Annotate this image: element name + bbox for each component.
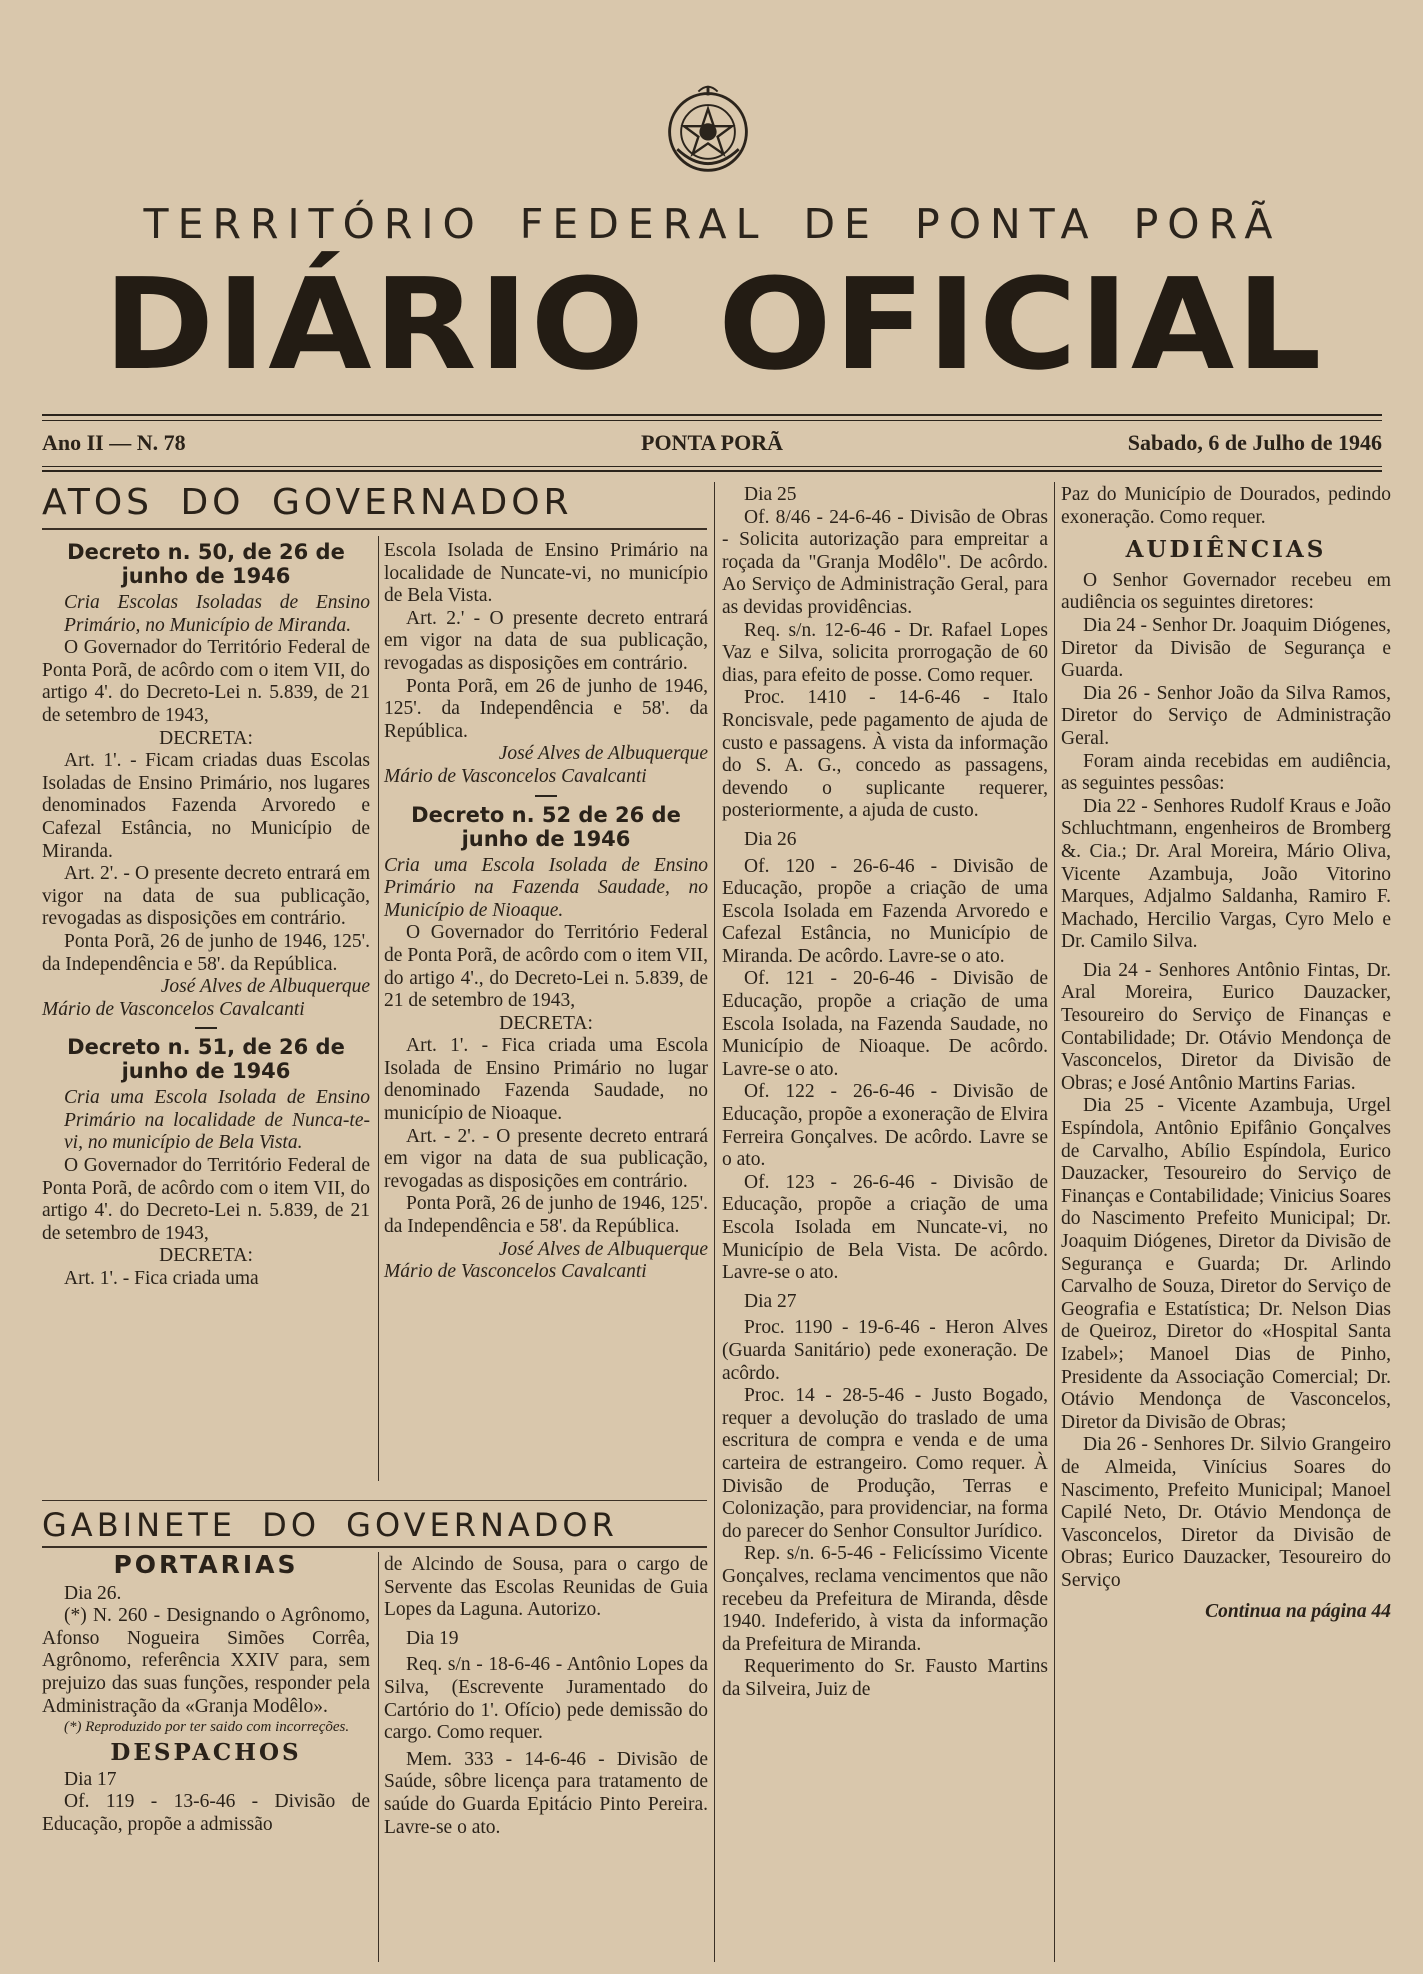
audiencia-day-25: Dia 25 - Vicente Azambuja, Urgel Espíndola, Antônio Epifânio Gonçalves de Carvalho, Abílio Espíndola, Eurico Dauzacker, Tesoureiro do Serviço de Finanças e Contabilidade; Vinicius Soares do Nascimento Prefeito Municipal; Dr. Joaquim Diógenes, Diretor da Divisão de Segurança e Guarda; Dr. Arlindo Carvalho de Souza, Diretor do Serviço de Geografia e Estatística; Dr. Nelson Dias de Queiroz, Diretor do «Hospital Santa Izabel»; Manoel Dias de Pinho, Presidente da Associação Comercial; Dr. Otávio Mendonça de Vasconcelos, Diretor da Divisão de Obras;: [1061, 1095, 1391, 1433]
despacho-of-119: Of. 119 - 13-6-46 - Divisão de Educação, propõe a admissão: [42, 1791, 370, 1835]
despacho-mem-333: Mem. 333 - 14-6-46 - Divisão de Saúde, sôbre licença para tratamento de saúde do Guarda Epitácio Pinto Pereira. Lavre-se o ato.: [384, 1748, 708, 1838]
reproduction-note: (*) Reproduzido por ter saido com incorreções.: [64, 1719, 350, 1736]
decree-51-date: Ponta Porã, em 26 de junho de 1946, 125'. da Independência e 58'. da República.: [384, 675, 708, 742]
decree-51-article-2: Art. 2.' - O presente decreto entrará em vigor na data de sua publicação, revogadas as disposições em contrário.: [384, 607, 708, 674]
column-2-gabinete: [384, 1554, 708, 1839]
coat-of-arms-emblem: [660, 82, 756, 178]
column-4-audiencias: [1061, 484, 1391, 1623]
decree-51-signature-1: José Alves de Albuquerque: [498, 743, 708, 765]
decree-51-article-1-cont: Escola Isolada de Ensino Primário na localidade de Nuncate-vi, no município de Bela Vista.: [384, 540, 708, 607]
masthead-rule-top: [42, 414, 1382, 416]
despacho-of-119-cont: de Alcindo de Sousa, para o cargo de Servente das Escolas Reunidas de Guia Lopes da Laguna. Autorizo.: [384, 1554, 708, 1621]
despacho-of-121: Of. 121 - 20-6-46 - Divisão de Educação, propõe a criação de uma Escola Isolada, na Fazenda Saudade, no Município de Nioaque. De acôrdo. Lavre-se o ato.: [722, 968, 1048, 1080]
decree-52-date: Ponta Porã, 26 de junho de 1946, 125'. da Independência e 58'. da República.: [384, 1193, 708, 1238]
decree-50-signature-2: Mário de Vasconcelos Cavalcanti: [42, 998, 305, 1020]
gabinete-rule-bottom: [42, 1546, 707, 1548]
portaria-260: (*) N. 260 - Designando o Agrônomo, Afonso Nogueira Simões Corrêa, Agrônomo, referência XXIV para, sem prejuizo das suas funções, responder pela Administração da «Granja Modêlo».: [42, 1605, 370, 1717]
portarias-heading: PORTARIAS: [113, 1550, 299, 1579]
despacho-proc-14: Proc. 14 - 28-5-46 - Justo Bogado, requer a devolução do traslado de uma escritura de compra e venda e de uma carteira de estrangeiro. Como requer. À Divisão de Produção, Terras e Colonização, para providenciar, na forma do parecer do Senhor Consultor Jurídico.: [722, 1385, 1048, 1542]
despacho-proc-1410: Proc. 1410 - 14-6-46 - Italo Roncisvale, pede pagamento de ajuda de custo e passagens. À vista da informação do S. A. G., concedo as passagens, devendo o suplicante requerer, posteriormente, a ajuda de custo.: [722, 687, 1048, 822]
despachos-day-19: Dia 19: [406, 1627, 459, 1649]
despacho-rep-6-5: Rep. s/n. 6-5-46 - Felicíssimo Vicente Gonçalves, reclama vencimentos que não recebeu da Prefeitura de Miranda, dêsde 1940. Indeferido, à vista da informação da Prefeitura de Miranda.: [722, 1543, 1048, 1655]
decree-52-signature-2: Mário de Vasconcelos Cavalcanti: [384, 1261, 647, 1283]
decree-50-heading: Decreto n. 50, de 26 de junho de 1946: [67, 540, 345, 588]
decree-50-date: Ponta Porã, 26 de junho de 1946, 125'. da Independência e 58'. da República.: [42, 930, 370, 975]
decree-50-article-2: Art. 2'. - O presente decreto entrará em vigor na data de sua publicação, revogadas as disposições em contrário.: [42, 863, 370, 930]
masthead-rule-bottom: [42, 466, 1382, 467]
separator-dash: [535, 795, 557, 797]
despacho-of-122: Of. 122 - 26-6-46 - Divisão de Educação, propõe a exoneração de Elvira Ferreira Gonçalves. De acôrdo. Lavre se o ato.: [722, 1081, 1048, 1171]
despacho-of-8-46: Of. 8/46 - 24-6-46 - Divisão de Obras - Solicita autorização para empreitar a roçada da "Granja Modêlo". De acôrdo. Ao Serviço de Administração Geral, para as devidas providências.: [722, 506, 1048, 618]
city-name: PONTA PORÃ: [641, 430, 783, 455]
decree-50-article-1: Art. 1'. - Ficam criadas duas Escolas Isoladas de Ensino Primário, nos lugares denominados Fazenda Arvoredo e Cafezal Estância, no Município de Miranda.: [42, 750, 370, 862]
decree-52-preamble: O Governador do Território Federal de Ponta Porã, de acôrdo com o item VII, do artigo 4'., do Decreto-Lei n. 5.839, de 21 de setembro de 1943,: [384, 922, 708, 1012]
decree-50-preamble: O Governador do Território Federal de Ponta Porã, de acôrdo com o item VII, do artigo 4'. do Decreto-Lei n. 5.839, de 21 de setembro de 1943,: [42, 637, 370, 726]
audiencias-others-intro: Foram ainda recebidas em audiência, as seguintes pessôas:: [1061, 750, 1391, 795]
territory-heading: TERRITÓRIO FEDERAL DE PONTA PORÃ: [143, 200, 1282, 248]
audiencias-intro: O Senhor Governador recebeu em audiência os seguintes diretores:: [1061, 569, 1391, 614]
day-25-label: Dia 25: [744, 484, 797, 505]
decree-51-summary: Cria uma Escola Isolada de Ensino Primário na localidade de Nunca-te-vi, no município de Bela Vista.: [64, 1087, 370, 1154]
audiencia-day-26: Dia 26 - Senhores Dr. Silvio Grangeiro de Almeida, Vinícius Soares do Nascimento, Prefeito Municipal; Manoel Capilé Neto, Dr. Otávio Mendonça de Vasconcelos, Diretor da Divisão de Obras; Eurico Dauzacker, Tesoureiro do Serviço: [1061, 1434, 1391, 1591]
column-rule-2: [714, 482, 715, 1962]
decree-52-signature-1: José Alves de Albuquerque: [498, 1238, 708, 1260]
column-1-gabinete: [42, 1550, 370, 1837]
day-26-label: Dia 26: [744, 828, 797, 850]
separator-dash: [195, 1027, 217, 1029]
audiencia-day-22: Dia 22 - Senhores Rudolf Kraus e João Schluchtmann, engenheiros de Bromberg &. Cia.; Dr. Aral Moreira, Mário Oliva, Vicente Azambuja, João Vitorino Marques, Adjalmo Saldanha, Ramiro F. Machado, Hercilio Vargas, Cyro Melo e Dr. Camilo Silva.: [1061, 795, 1391, 953]
issue-number: Ano II — N. 78: [42, 430, 186, 455]
newspaper-title: DIÁRIO OFICIAL: [103, 251, 1324, 398]
decree-52-article-2: Art. - 2'. - O presente decreto entrará em vigor na data de sua publicação, revogadas as disposições em contrário.: [384, 1125, 708, 1192]
despacho-req-12-6: Req. s/n. 12-6-46 - Dr. Rafael Lopes Vaz e Silva, solicita prorrogação de 60 dias, para efeito de posse. Como requer.: [722, 619, 1048, 686]
despacho-requerimento-fausto-cont: Paz do Município de Dourados, pedindo exoneração. Como requer.: [1061, 484, 1391, 528]
column-1-atos: [42, 540, 370, 1291]
despacho-req-18-6: Req. s/n - 18-6-46 - Antônio Lopes da Silva, (Escrevente Juramentado do Cartório do 1'. Ofício) pede demissão do cargo. Como requer.: [384, 1654, 708, 1744]
decree-50-decreta: DECRETA:: [159, 727, 253, 749]
section-title-gabinete: GABINETE DO GOVERNADOR: [42, 1506, 618, 1544]
issue-date: Sabado, 6 de Julho de 1946: [1127, 430, 1382, 455]
decree-51-heading: Decreto n. 51, de 26 de junho de 1946: [67, 1035, 345, 1084]
despachos-heading: DESPACHOS: [110, 1739, 302, 1767]
despacho-requerimento-fausto: Requerimento do Sr. Fausto Martins da Silveira, Juiz de: [722, 1656, 1048, 1700]
decree-52-summary: Cria uma Escola Isolada de Ensino Primário na Fazenda Saudade, no Município de Nioaque.: [384, 854, 708, 921]
decree-52-heading: Decreto n. 52 de 26 de junho de 1946: [411, 802, 681, 851]
audiencias-heading: AUDIÊNCIAS: [1125, 536, 1327, 564]
column-rule-1: [378, 536, 379, 1481]
decree-51-decreta: DECRETA:: [159, 1245, 253, 1267]
audiencia-day-26-directors: Dia 26 - Senhor João da Silva Ramos, Diretor do Serviço de Administração Geral.: [1061, 682, 1391, 749]
decree-50-signature-1: José Alves de Albuquerque: [160, 976, 370, 998]
masthead-rule-top-thin: [42, 420, 1382, 421]
continued-on-page-link[interactable]: Continua na página 44: [1205, 1600, 1391, 1622]
decree-52-decreta: DECRETA:: [499, 1012, 593, 1034]
decree-50-summary: Cria Escolas Isoladas de Ensino Primário, no Município de Miranda.: [64, 592, 370, 636]
portarias-day: Dia 26.: [64, 1582, 122, 1604]
masthead-line: [42, 430, 1382, 460]
masthead-rule-bottom-thick: [42, 470, 1382, 472]
column-3-despachos: [722, 484, 1048, 1701]
section-title-atos: ATOS DO GOVERNADOR: [42, 482, 573, 523]
audiencia-day-24-directors: Dia 24 - Senhor Dr. Joaquim Diógenes, Diretor da Divisão de Segurança e Guarda.: [1061, 614, 1391, 682]
decree-51-preamble: O Governador do Território Federal de Ponta Porã, de acôrdo com o item VII, do artigo 4'. do Decreto-Lei n. 5.839, de 21 de setembro de 1943,: [42, 1155, 370, 1244]
decree-51-article-1-start: Art. 1'. - Fica criada uma: [64, 1268, 259, 1290]
despacho-of-120: Of. 120 - 26-6-46 - Divisão de Educação, propõe a criação de uma Escola Isolada em Fazenda Arvoredo e Cafezal Estância, no Município de Miranda. De acôrdo. Lavre-se o ato.: [722, 855, 1048, 967]
column-2-atos: [384, 540, 708, 1284]
audiencia-day-24: Dia 24 - Senhores Antônio Fintas, Dr. Aral Moreira, Eurico Dauzacker, Tesoureiro do Serviço de Finanças e Contabilidade; Dr. Otávio Mendonça de Vasconcelos, Diretor da Divisão de Obras; e José Antônio Martins Farias.: [1061, 959, 1391, 1094]
column-rule-1b: [378, 1552, 379, 1962]
despachos-day-17: Dia 17: [64, 1768, 117, 1790]
column-rule-3: [1054, 482, 1055, 1962]
decree-51-signature-2: Mário de Vasconcelos Cavalcanti: [384, 765, 647, 787]
atos-title-rule: [42, 528, 707, 530]
gabinete-rule-top: [42, 1500, 707, 1501]
day-27-label: Dia 27: [744, 1290, 797, 1312]
despacho-of-123: Of. 123 - 26-6-46 - Divisão de Educação, propõe a criação de uma Escola Isolada em Nuncate-vi, no Município de Bela Vista. De acôrdo. Lavre-se o ato.: [722, 1171, 1048, 1284]
despacho-proc-1190: Proc. 1190 - 19-6-46 - Heron Alves (Guarda Sanitário) pede exoneração. De acôrdo.: [722, 1317, 1048, 1384]
decree-52-article-1: Art. 1'. - Fica criada uma Escola Isolada de Ensino Primário no lugar denominado Fazenda Saudade, no município de Nioaque.: [384, 1035, 708, 1125]
